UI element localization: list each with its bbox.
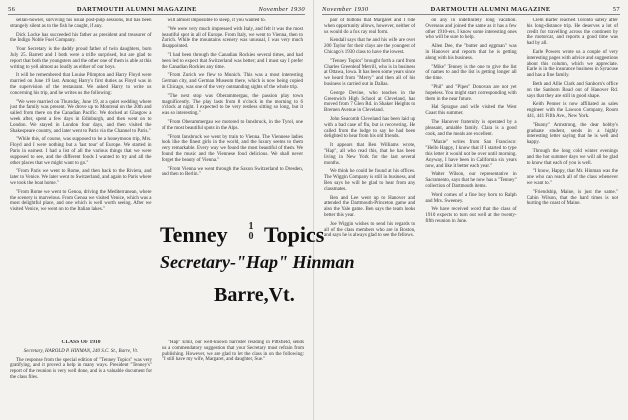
paragraph: It will be remembered that Louise Plimpton and Harry Floyd were married on June 19 last. Among Harry's first duties as Floyd was in the supervision of the restaurant. We asked Harry to write us concerning his trip, and he writes us the following: — [10, 73, 152, 96]
paragraph: Clem Barter reached Toronto safely after his long-distance trip. He deserves a lot of credit for travelling across the continent by the motorcar, and reports a good time was had by all. — [526, 18, 618, 47]
paragraph: John Seacomb Cleveland has been laid up with a bad case of flu, but is recovering. He called from the lodge to say he had been delighted to hear from his old friends. — [324, 116, 416, 140]
paragraph: Your Secretary is the daddy proud father of twin daughters, born July 25. Barrett and I both were a trifle surprised, but are glad to report that both the youngsters and the other one of them is able at this writing to yell almost as loudly as either of our boys. — [10, 47, 152, 70]
paragraph: "We were very much impressed with Italy, and felt it was the most beautiful spot in all of Europe. From Italy, we went to Vienna, then to Zurich. While the mountains scenery was unusual, I was very much disappointed. — [161, 26, 303, 50]
right-page-number: 57 — [612, 5, 620, 13]
left-lower-column-2 — [162, 340, 304, 418]
paragraph: "From Vienna we went through the Saxon Switzerland to Dresden, and then to Berlin." — [161, 166, 303, 178]
left-issue-date: November 1930 — [258, 5, 305, 13]
paragraph: "From Rome we went to Genoa, driving the Mediterranean, where the scenery is marvelous. From Genoa we visited Venice, which was a most delightful place, and one which is well worth seeing. After we visited Venice, we went on to the Italian lakes." — [10, 189, 152, 213]
right-columns — [324, 18, 618, 420]
left-page-number: 56 — [8, 5, 16, 13]
paragraph: "Hap" Emil, our well-known barrister residing in Pittsfield, sends us a commendatory suggestion that your Secretary must refrain from publishing. However, we are glad to let the class in on the following: "I still have my wife, Margaret, and daughter, Sue." — [162, 340, 304, 363]
paragraph: "From Oberammergau we motored to Innsbruck, in the Tyrol, one of the most beautiful spots in the Alps. — [161, 119, 303, 131]
paragraph: Beth and Allie Clark and Sanborn's office on the Sanborn Road out of Hanover Rd. says that they are still in good shape. — [526, 81, 618, 99]
right-column-2 — [425, 18, 516, 420]
paragraph: George Devine, who teaches in the Greenwich High School at Cleveland, has moved from 7 Glen Rd. in Shaker Heights to Bremen Avenue in Cleveland. — [324, 90, 416, 114]
paragraph: "Tenney Topics" brought forth a card from Charles Greenleaf Merrill, who is in business at Ottawa, Iowa. It has been some years since we heard from "Merry" and then all of his business is carried out in Dallas. — [324, 58, 416, 87]
paragraph: "The next stop was Oberammergau, the passion play town magnificently. The play lasts from 8 o'clock in the morning to 6 o'clock at night. I expected to be very restless sitting so long, but it was so interesting." — [161, 93, 303, 117]
right-page — [314, 0, 628, 420]
paragraph: The Hanover fraternity is operated by a pleasant, amiable family. Clara is a good cook, and the meals are excellent. — [425, 119, 517, 137]
paragraph: "Mike" Tenney is the one to give the list of names to and the list is getting longer all the time. — [425, 64, 517, 82]
banner-class-number — [242, 222, 260, 242]
paragraph: Allen Dee, the "butter and eggman" was in Hanover and reports that he is getting along with his business. — [425, 44, 517, 61]
banner-word-topics: Topics — [264, 222, 325, 247]
paragraph: "I know, Happy, that Mr. Hinman was the one who can reach all of the class whenever we want to." — [526, 169, 618, 186]
paragraph: "Phil" and "Pipes" Donovan are not yet hopeless. You might start corresponding with them in the near future. — [425, 84, 517, 102]
paragraph: Word comes of a fine boy born to Ralph and Mrs. Sweeney. — [425, 192, 517, 204]
banner-place: Barre,Vt. — [214, 284, 295, 306]
tenney-topics-banner — [160, 222, 390, 332]
left-lower-column-1 — [10, 340, 152, 418]
left-column-2 — [162, 18, 304, 218]
paragraph: "We were married on Thursday, June 19, at a quiet wedding where just the family was present. We drove up to Montreal on the 20th and sailed from there on the Canadian Pacific. We docked at Glasgow a week after, spent a few days in Edinburgh, and then went on to London. We stayed in London four days, and then visited the Shakespeare country, and later went to Paris via the Channel to Paris." — [10, 99, 152, 134]
paragraph: The response from the special edition of "Tenney Topics" was very gratifying, and it proved a help in many ways. President "Tenney's" report of the reunion is very well done, and is a valuable document for the class files. — [10, 357, 152, 380]
paragraph: on any in indefinitely long vacation. Overseas and joined the same as it has a few other 1910-ers. I know some interesting ones who will be sure to help. — [425, 18, 517, 41]
paragraph: "From Zurich we flew to Munich. This was a most interesting German city, and German Museum there, which is now being copied in Chicago, was one of the very outstanding sights of the whole trip. — [161, 73, 303, 90]
left-lower-columns — [10, 340, 304, 418]
paragraph: "From Paris we went to Rome, and then back to the Riviera, and later to Venice. We later went to Switzerland, and again to Paris where we took the boat home." — [10, 169, 152, 186]
class-secretary-address: Secretary, HAROLD P. HINMAN, 240 S.C. St., Barre, Vt. — [23, 348, 139, 354]
right-magazine-title: DARTMOUTH ALUMNI MAGAZINE — [430, 5, 551, 13]
paragraph: It appears that Ben Williams wrote, "Hap", all who read this, that he has been living in New York for the last several months. — [324, 143, 416, 166]
banner-class-number-top: 1 — [248, 221, 254, 232]
paragraph: We think he could be found at his offices. The Wiggin Company is still in business, and Ben says he will be glad to hear from any classmates. — [324, 169, 416, 192]
paragraph: sellan-howler, surviving his usual post-pulp sessions, but has been strangely silent as to the fish he caught, if any. — [10, 18, 152, 29]
paragraph: Ben and Lee went up to Hanover and attended the Dartmouth-Princeton game and also the Yale game. Ben says the team looks better this year. — [324, 195, 416, 218]
paragraph: Dick Locke has succeeded his father as president and treasurer of the Indigo Noble Fuel Company. — [10, 32, 152, 44]
left-magazine-title: DARTMOUTH ALUMNI MAGAZINE — [76, 5, 197, 13]
paragraph: We have received word that the class of 1910 expects to turn out well at the twenty-fifth reunion in June. — [425, 207, 517, 224]
class-heading: CLASS OF 1910 — [61, 340, 101, 345]
left-running-head — [8, 4, 305, 15]
paragraph: Hal Sprague and wife visited the West Coast this summer. — [425, 105, 517, 117]
paragraph: Kendall says that he and his wife are over 200 Taylor for their clays are the youngest of Chicago's 1930 class to have the lowest. — [324, 38, 416, 55]
left-column-1 — [10, 18, 152, 218]
paragraph: Joe Wiggin wishes to send his regards to all of the class members who are in Boston, and says he is always glad to see the fellows. — [324, 221, 416, 239]
paragraph: pair of buttons that Margaret and I ride when opportunity allows, however, neither of us would do a fox ray real form. — [324, 18, 416, 35]
paragraph: Earle Powers wrote us a couple of very interesting pages with advice and suggestions about this column, which we appreciate. Earle is in the insurance business in Syracuse and has a fine family. — [526, 49, 618, 79]
paragraph: "Bunny" Armstrong, the dear hobby's graduate student, sends in a highly interesting letter saying that he is well and happy. — [526, 122, 618, 146]
right-issue-date: November 1930 — [322, 5, 369, 13]
left-upper-columns — [10, 18, 303, 218]
paragraph: "From Innsbruck we went by train to Vienna. The Viennese ladies look like the finest girls in the world, and the luxury seems to them very remarkable. Every way we found the most beautiful of them. We found the music and the Viennese food delicious. We shall never forget the beauty of Vienna." — [161, 134, 303, 163]
banner-class-number-bottom: 0 — [248, 231, 254, 242]
right-column-3 — [527, 18, 618, 420]
banner-secretary: Secretary-"Hap" Hinman — [160, 252, 355, 272]
banner-word-tenney: Tenney — [160, 222, 228, 247]
paragraph: will almost impossible to sleep, if you wanted to. — [167, 18, 266, 23]
paragraph: "I had been through the Canadian Rockies several times, and had been led to expect that Switzerland was better; and I must say I prefer the Canadian Rockies any time. — [161, 52, 303, 70]
right-column-1 — [324, 18, 415, 420]
paragraph: Walter Wilson, our representative in Sacramento, says that he now has a "Tenney" collection of Dartmouth items. — [425, 172, 517, 189]
paragraph: Through the long cold winter evenings and the hot summer days we will all be glad to know that each of you is well. — [526, 148, 618, 166]
paragraph: "Friendship, Maine, is just the same." Cabin Wilson, that the hard times is not hurting the coast of Maine. — [526, 189, 618, 207]
paragraph: Keith Penner is now affiliated as sales engineer with the Lawson Company, Room 441, 441 Fifth Ave., New York. — [526, 102, 618, 119]
right-running-head — [322, 4, 620, 15]
paragraph: "While this, of course, was supposed to be a honeymoon trip, Mrs. Floyd and I were nothing but a 'last tour' of Europe. We started in Paris in earnest. I had a list of all the various things that we were supposed to see, and the different foods I wanted to try and all the other places that we might want to go." — [10, 137, 152, 166]
paragraph: "Maxie" writes from San Francisco: "Hello Happy, I know that if I started to type this letter it would not be over until morning. Anyway, I have been in California six years now, and like it better each year." — [425, 140, 517, 169]
